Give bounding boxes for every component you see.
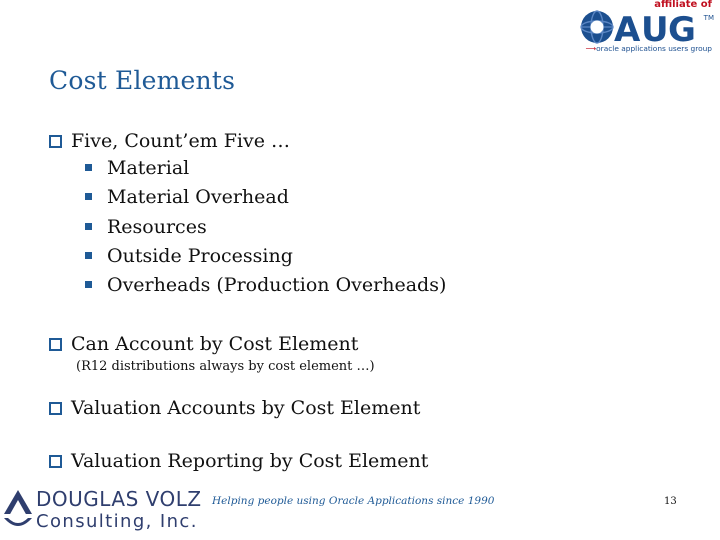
logo-letter: U (641, 10, 669, 46)
sub-bullet-text: Resources (107, 216, 207, 238)
company-logo (0, 486, 202, 540)
logo-tagline: ⟶oracle applications users group (585, 44, 712, 53)
sub-bullet-item (85, 274, 446, 296)
bullet-text: Valuation Reporting by Cost Element (71, 450, 429, 472)
square-bullet-icon (49, 455, 62, 468)
sub-bullet-text: Outside Processing (107, 245, 293, 267)
company-mark-icon (2, 488, 34, 534)
bullet-item (49, 450, 428, 472)
sub-bullet-item (85, 245, 293, 267)
sub-bullet-text: Overheads (Production Overheads) (107, 274, 447, 296)
footer-tagline: Helping people using Oracle Applications since 1990 (212, 495, 495, 507)
sub-bullet-item (85, 186, 289, 208)
square-bullet-icon (49, 135, 62, 148)
bullet-item (49, 397, 420, 419)
small-square-icon (85, 281, 92, 288)
small-square-icon (85, 164, 92, 171)
company-subtitle: Consulting, Inc. (36, 511, 198, 532)
sub-bullet-text: Material Overhead (107, 186, 289, 208)
page-title: Cost Elements (49, 66, 236, 95)
logo-affiliate-text: affiliate of (654, 0, 712, 10)
oaug-globe-icon (580, 8, 708, 46)
sub-bullet-item (85, 157, 189, 179)
bullet-text: Five, Count’em Five … (71, 130, 291, 152)
company-name: DOUGLAS VOLZ (36, 487, 202, 511)
page-number: 13 (664, 496, 677, 507)
bullet-text: Can Account by Cost Element (71, 333, 359, 355)
square-bullet-icon (49, 338, 62, 351)
small-square-icon (85, 252, 92, 259)
small-square-icon (85, 223, 92, 230)
small-square-icon (85, 193, 92, 200)
square-bullet-icon (49, 402, 62, 415)
bullet-item (49, 333, 358, 355)
sub-bullet-text: Material (107, 157, 190, 179)
bullet-item (49, 130, 290, 152)
bullet-text: Valuation Accounts by Cost Element (71, 397, 421, 419)
bullet-note: (R12 distributions always by cost element …) (76, 359, 375, 374)
logo-letter: G (668, 10, 696, 46)
oaug-logo (566, 0, 718, 58)
logo-letter: A (614, 10, 641, 46)
logo-tm: TM (703, 14, 714, 22)
sub-bullet-item (85, 216, 207, 238)
